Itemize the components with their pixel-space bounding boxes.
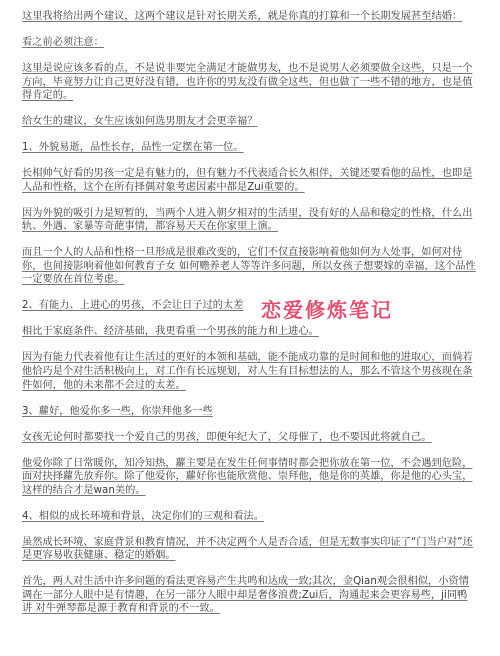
paragraph-1a: 长相帅气好看的男孩一定是有魅力的，但有魅力不代表适合长久相伴，关键还要看他的品性，也即是人品和性格，这个在所有择偶对象考虑因素中都是Zui重要的。	[22, 168, 473, 193]
watermark: 恋爱修炼笔记	[261, 298, 393, 322]
paragraph-3b: 他爱你除了日常暖你，知冷知热，蘿主要是在发生任何事情时都会把你放在第一位，不会遇到危险，面对抉择蘿先放弃你。除了他爱你，蘿好你也能欣赏他、崇拜他，他是你的英雄，你是他的心头宝，这样的结合才是wan美的。	[22, 457, 473, 496]
paragraph-4a: 虽然成长环境、家庭背景和教育情况，并不决定两个人是否合适，但是无数事实印证了“门当户对”还是更容易收获健康、稳定的婚姻。	[22, 536, 473, 562]
section-heading-4: 4、相似的成长环境和背景，决定你们的三观和看法。	[22, 510, 264, 522]
paragraph-4b: 首先，两人对生活中许多问题的看法更容易产生共鸣和达成一致;其次，金Qian观会很相似，小资情调在一部分人眼中是有情趣，在另一部分人眼中却是奢侈浪费;Zui后，沟通起来会更容易些，ji同鸭讲 对牛弹琴都是源于教育和背景的不一致。	[22, 576, 469, 615]
paragraph-2a: 相比于家庭条件、经济基础，我更看重一个男孩的能力和上进心。	[22, 326, 319, 338]
paragraph-1b: 因为外貌的吸引力是短暂的，当两个人进入朝夕相对的生活里，没有好的人品和稳定的性格，什么出轨、外遇、家暴等奇葩事情，都容易天天在你家里上演。	[22, 207, 473, 233]
paragraph-question: 给女生的建议，女生应该如何选男朋友才会更幸福？	[22, 116, 258, 128]
section-heading-3: 3、蘿好，他爱你多一些，你崇拜他多一些	[22, 405, 213, 417]
section-heading-2: 2、有能力、上进心的男孩，不会让日子过的太差	[22, 300, 244, 312]
paragraph-intro: 这里我将给出两个建议，这两个建议是针对长期关系，就是你真的打算和一个长期发展甚至结婚：	[22, 11, 463, 22]
paragraph-note-body: 这里是说应该多看的点，不是说非要完全满足才能做男友，也不是说男人必须要做全这些，只是一个方向，毕竟努力让自己更好没有错，也许你的男友没有做全这些，但也做了一些不错的地方，也是值得肯定的。	[22, 62, 473, 102]
paragraph-note-heading: 看之前必须注意：	[22, 36, 104, 48]
section-heading-1: 1、外貌易逝，品性长存，品性一定摆在第一位。	[22, 142, 244, 154]
paragraph-1c: 而且一个人的人品和性格一旦形成是很难改变的，它们不仅直接影响着他如何为人处事，如何对待你，也间接影响着他如何教育子女 如何赡养老人等等许多问题，所以女孩子想要嫁的幸福，这个品性一定要放在首位考虑。	[22, 247, 476, 286]
paragraph-2b: 因为有能力代表着他有让生活过的更好的本领和基础，能不能成功靠的是时间和他的进取心，而倘若他恰巧是个对生活积极向上，对工作有长远规划，对人生有目标想法的人，那么不管这个男孩现在条件如何，他的未来都不会过的太差。	[22, 352, 473, 391]
paragraph-3a: 女孩无论何时都要找一个爱自己的男孩，即便年纪大了，父母催了，也不要因此将就自己。	[22, 431, 432, 443]
